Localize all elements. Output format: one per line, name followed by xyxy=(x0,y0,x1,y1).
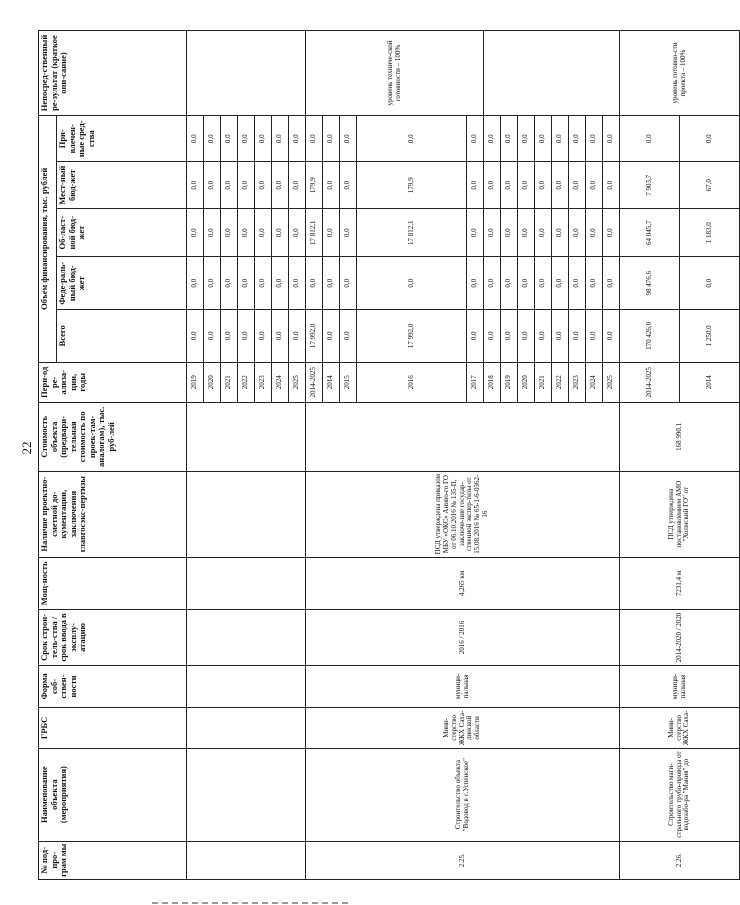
period-cell: 2025 xyxy=(289,362,306,402)
financing-value-cell: 0,0 xyxy=(569,208,586,257)
header-fin-regional: Об-ласт-ной бюд-жет xyxy=(57,208,187,257)
financing-value-cell: 0,0 xyxy=(535,162,552,208)
financing-value-cell: 0,0 xyxy=(255,162,272,208)
empty-cell xyxy=(187,557,306,610)
financing-value-cell: 0,0 xyxy=(340,162,357,208)
period-cell: 2024 xyxy=(586,362,603,402)
header-ownership: Форма соб-ствен-ности xyxy=(39,665,187,707)
period-cell: 2020 xyxy=(204,362,221,402)
result-cell: уровень готовно-сти проекта – 100% xyxy=(620,31,740,116)
financing-value-cell: 0,0 xyxy=(204,116,221,162)
financing-value-cell: 0,0 xyxy=(255,208,272,257)
financing-value-cell: 0,0 xyxy=(357,257,467,310)
financing-value-cell: 0,0 xyxy=(187,116,204,162)
financing-value-cell: 0,0 xyxy=(323,310,340,363)
financing-value-cell: 0,0 xyxy=(484,208,501,257)
page-number: 22 xyxy=(19,441,34,455)
financing-value-cell: 0,0 xyxy=(501,116,518,162)
financing-value-cell: 0,0 xyxy=(255,257,272,310)
financing-value-cell: 0,0 xyxy=(306,257,323,310)
financing-value-cell: 0,0 xyxy=(484,116,501,162)
period-cell: 2023 xyxy=(255,362,272,402)
financing-value-cell: 0,0 xyxy=(221,208,238,257)
table-row xyxy=(187,31,204,880)
financing-value-cell: 98 476,6 xyxy=(620,257,680,310)
financing-value-cell: 0,0 xyxy=(289,208,306,257)
financing-value-cell: 0,0 xyxy=(467,310,484,363)
financing-value-cell: 0,0 xyxy=(204,310,221,363)
financing-value-cell: 0,0 xyxy=(518,257,535,310)
financing-value-cell: 0,0 xyxy=(535,116,552,162)
financing-value-cell: 0,0 xyxy=(603,310,620,363)
header-power: Мощ-ность xyxy=(39,557,187,610)
financing-value-cell: 0,0 xyxy=(501,208,518,257)
financing-value-cell: 0,0 xyxy=(272,162,289,208)
financing-value-cell: 1 250,0 xyxy=(680,310,740,363)
period-cell: 2014-2025 xyxy=(620,362,680,402)
financing-value-cell: 0,0 xyxy=(569,310,586,363)
financing-value-cell: 0,0 xyxy=(238,208,255,257)
header-num: № под-про-грам мы xyxy=(39,841,187,879)
financing-value-cell: 0,0 xyxy=(518,162,535,208)
period-cell: 2025 xyxy=(603,362,620,402)
table-body xyxy=(187,31,740,880)
cost-cell: 168 990,1 xyxy=(620,403,740,472)
financing-value-cell: 0,0 xyxy=(340,116,357,162)
financing-value-cell: 0,0 xyxy=(272,310,289,363)
financing-value-cell: 0,0 xyxy=(467,162,484,208)
financing-value-cell: 0,0 xyxy=(603,208,620,257)
financing-value-cell: 179,9 xyxy=(306,162,323,208)
financing-value-cell: 170 426,0 xyxy=(620,310,680,363)
empty-cell xyxy=(187,31,306,116)
header-result: Непосред-ственный ре-зультат (краткое опи-сание) xyxy=(39,31,187,116)
financing-value-cell: 0,0 xyxy=(255,116,272,162)
financing-value-cell: 0,0 xyxy=(620,116,680,162)
financing-value-cell: 0,0 xyxy=(603,162,620,208)
financing-value-cell: 0,0 xyxy=(289,310,306,363)
financing-value-cell: 0,0 xyxy=(484,162,501,208)
financing-value-cell: 0,0 xyxy=(518,116,535,162)
financing-value-cell: 7 903,7 xyxy=(620,162,680,208)
financing-value-cell: 17 812,1 xyxy=(357,208,467,257)
financing-value-cell: 0,0 xyxy=(518,208,535,257)
financing-value-cell: 17 992,0 xyxy=(306,310,323,363)
header-grbs: ГРБС xyxy=(39,708,187,748)
period-cell: 2023 xyxy=(569,362,586,402)
period-cell: 2021 xyxy=(535,362,552,402)
financing-value-cell: 179,9 xyxy=(357,162,467,208)
header-name: Наименование объекта (мероприятия) xyxy=(39,748,187,841)
period-cell: 2020 xyxy=(518,362,535,402)
financing-value-cell: 0,0 xyxy=(586,310,603,363)
scan-marks xyxy=(152,902,352,904)
financing-value-cell: 0,0 xyxy=(569,257,586,310)
financing-value-cell: 0,0 xyxy=(569,116,586,162)
financing-value-cell: 1 183,0 xyxy=(680,208,740,257)
financing-value-cell: 0,0 xyxy=(272,116,289,162)
financing-value-cell: 0,0 xyxy=(289,116,306,162)
financing-value-cell: 0,0 xyxy=(289,162,306,208)
power-cell: 7231,4 м xyxy=(620,557,740,610)
rotated-table-wrapper xyxy=(38,30,713,880)
financing-value-cell: 0,0 xyxy=(552,310,569,363)
empty-cell xyxy=(187,841,306,879)
financing-value-cell: 17 812,1 xyxy=(306,208,323,257)
object-name: Строительство маги-стрального трубо-провода от водозабо-ра "Мания" до xyxy=(620,748,740,841)
header-fin-attracted: При-влечен-ные сред-ства xyxy=(57,116,187,162)
financing-value-cell: 0,0 xyxy=(289,257,306,310)
empty-cell xyxy=(187,665,306,707)
financing-value-cell: 0,0 xyxy=(340,310,357,363)
financing-value-cell: 0,0 xyxy=(586,257,603,310)
period-cell: 2014-2025 xyxy=(306,362,323,402)
financing-value-cell: 0,0 xyxy=(552,162,569,208)
period-cell: 2019 xyxy=(187,362,204,402)
financing-value-cell: 0,0 xyxy=(221,310,238,363)
financing-value-cell: 0,0 xyxy=(221,257,238,310)
docs-cell: ПСД утверждена приказом МБУ «ОКС» Аниво-го ГО от 06.10.2016 № 135-П, заключе-ние государ-ственной экспер-тизы от 15.08.2016 № 65-1-6-0362-16 xyxy=(306,471,620,557)
period-cell: 2022 xyxy=(238,362,255,402)
financing-value-cell: 0,0 xyxy=(187,208,204,257)
financing-value-cell: 0,0 xyxy=(323,257,340,310)
financing-value-cell: 0,0 xyxy=(255,310,272,363)
period-cell: 2015 xyxy=(340,362,357,402)
cost-cell xyxy=(306,403,620,472)
financing-value-cell: 17 992,0 xyxy=(357,310,467,363)
financing-value-cell: 0,0 xyxy=(535,310,552,363)
period-cell: 2014 xyxy=(680,362,740,402)
financing-value-cell: 0,0 xyxy=(204,208,221,257)
financing-value-cell: 0,0 xyxy=(467,257,484,310)
financing-value-cell: 0,0 xyxy=(187,162,204,208)
financing-value-cell: 0,0 xyxy=(323,208,340,257)
row-number: 2.26. xyxy=(620,841,740,879)
period-cell: 2016 xyxy=(357,362,467,402)
financing-value-cell: 0,0 xyxy=(340,208,357,257)
grbs-cell: Мини-стерство ЖКХ Саха-линской области xyxy=(306,708,620,748)
table-row xyxy=(306,31,323,880)
period-cell: 2018 xyxy=(484,362,501,402)
header-fin-local: Мест-ный бюд-жет xyxy=(57,162,187,208)
financing-value-cell: 0,0 xyxy=(221,116,238,162)
grbs-cell: Мини-стерство ЖКХ Саха- xyxy=(620,708,740,748)
row-number: 2.25. xyxy=(306,841,620,879)
empty-cell xyxy=(187,471,306,557)
financing-value-cell: 0,0 xyxy=(340,257,357,310)
empty-cell xyxy=(187,748,306,841)
financing-value-cell: 0,0 xyxy=(603,257,620,310)
financing-value-cell: 0,0 xyxy=(586,162,603,208)
financing-value-cell: 0,0 xyxy=(187,257,204,310)
financing-value-cell: 0,0 xyxy=(238,310,255,363)
term-cell: 2014-2020 / 2020 xyxy=(620,610,740,666)
term-cell: 2016 / 2016 xyxy=(306,610,620,666)
financing-value-cell: 0,0 xyxy=(552,257,569,310)
financing-value-cell: 0,0 xyxy=(221,162,238,208)
header-docs: Наличие проектно-сметной до-кументации, заключения главгосэкс-пертизы xyxy=(39,471,187,557)
financing-value-cell: 0,0 xyxy=(357,116,467,162)
financing-value-cell: 0,0 xyxy=(680,257,740,310)
table-row xyxy=(620,31,680,880)
financing-value-cell: 67,0 xyxy=(680,162,740,208)
financing-value-cell: 0,0 xyxy=(323,116,340,162)
docs-cell: ПСД утверждена постановлением АМО "Холмский ГО" от xyxy=(620,471,740,557)
financing-value-cell: 0,0 xyxy=(603,116,620,162)
financing-value-cell: 0,0 xyxy=(484,257,501,310)
financing-value-cell: 0,0 xyxy=(484,310,501,363)
header-financing: Объем финансирования, тыс. рублей xyxy=(39,116,57,363)
financing-value-cell: 0,0 xyxy=(586,116,603,162)
ownership-cell: муници-пальная xyxy=(306,665,620,707)
financing-value-cell: 0,0 xyxy=(306,116,323,162)
financing-value-cell: 0,0 xyxy=(238,257,255,310)
header-period: Пери-од ре-ализа-ции, годы xyxy=(39,362,187,402)
header-fin-total: Всего xyxy=(57,310,187,363)
financing-table xyxy=(38,30,740,880)
financing-value-cell: 0,0 xyxy=(569,162,586,208)
financing-value-cell: 0,0 xyxy=(272,208,289,257)
financing-value-cell: 0,0 xyxy=(187,310,204,363)
header-fin-federal: Феде-раль-ный бюд-жет xyxy=(57,257,187,310)
financing-value-cell: 0,0 xyxy=(204,162,221,208)
financing-value-cell: 0,0 xyxy=(204,257,221,310)
financing-value-cell: 0,0 xyxy=(535,257,552,310)
period-cell: 2021 xyxy=(221,362,238,402)
result-cell: уровень техниче-ской готовности – 100% xyxy=(306,31,484,116)
financing-value-cell: 0,0 xyxy=(586,208,603,257)
period-cell: 2014 xyxy=(323,362,340,402)
empty-cell xyxy=(187,708,306,748)
financing-value-cell: 0,0 xyxy=(272,257,289,310)
empty-cell xyxy=(484,31,620,116)
table-header xyxy=(39,31,187,880)
financing-value-cell: 0,0 xyxy=(467,208,484,257)
period-cell: 2024 xyxy=(272,362,289,402)
financing-value-cell: 0,0 xyxy=(501,310,518,363)
period-cell: 2019 xyxy=(501,362,518,402)
period-cell: 2022 xyxy=(552,362,569,402)
power-cell: 4,265 км xyxy=(306,557,620,610)
financing-value-cell: 0,0 xyxy=(552,116,569,162)
empty-cell xyxy=(187,610,306,666)
object-name: Строительство объекта "Водовод в с.Успенское" xyxy=(306,748,620,841)
financing-value-cell: 0,0 xyxy=(501,257,518,310)
financing-value-cell: 0,0 xyxy=(467,116,484,162)
financing-value-cell: 64 045,7 xyxy=(620,208,680,257)
financing-value-cell: 0,0 xyxy=(238,162,255,208)
financing-value-cell: 0,0 xyxy=(680,116,740,162)
financing-value-cell: 0,0 xyxy=(552,208,569,257)
financing-value-cell: 0,0 xyxy=(535,208,552,257)
period-cell: 2017 xyxy=(467,362,484,402)
empty-cell xyxy=(187,403,306,472)
ownership-cell: муници-пальная xyxy=(620,665,740,707)
financing-value-cell: 0,0 xyxy=(323,162,340,208)
header-term: Срок строи-тель-ства / срок ввода в эксплу-атацию xyxy=(39,610,187,666)
financing-value-cell: 0,0 xyxy=(238,116,255,162)
financing-value-cell: 0,0 xyxy=(518,310,535,363)
financing-value-cell: 0,0 xyxy=(501,162,518,208)
header-cost: Стоимость объекта (предвари-тельная стоимость по проек-там-аналогам), тыс. руб-лей xyxy=(39,403,187,472)
